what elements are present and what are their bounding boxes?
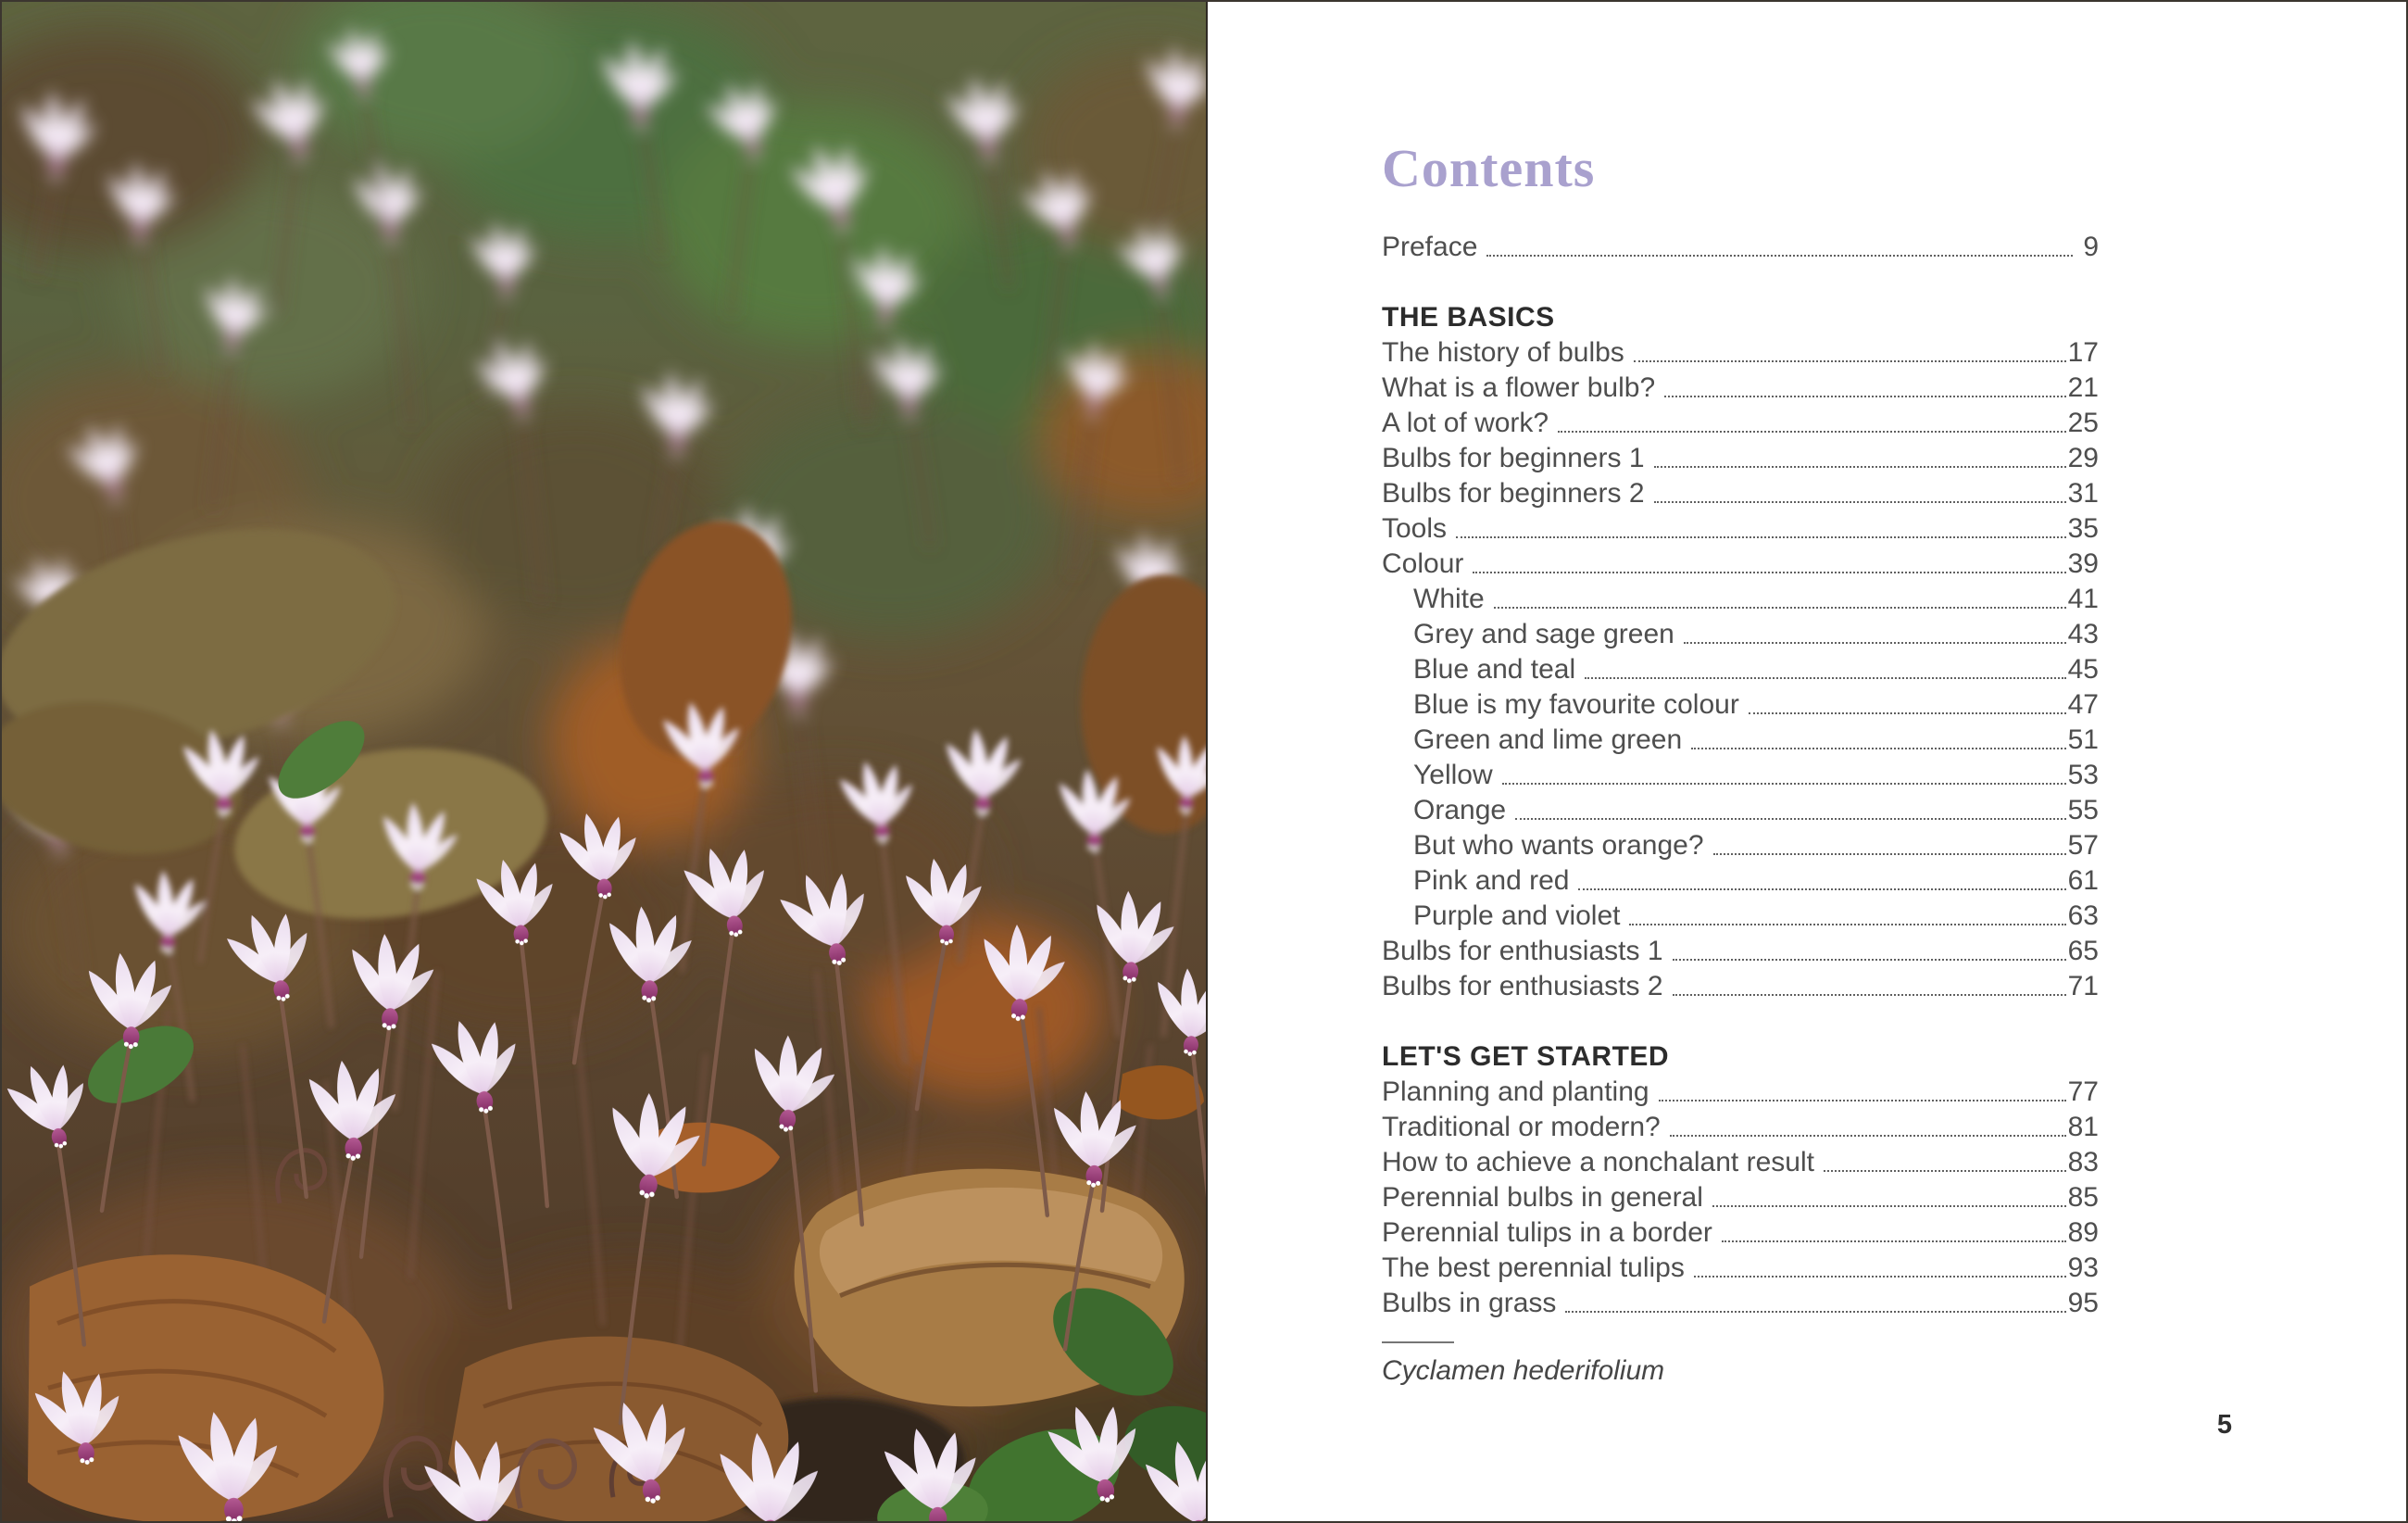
photo-page [2, 2, 1208, 1521]
dot-leader [1634, 360, 2066, 362]
entry-page-number: 17 [2067, 337, 2099, 368]
entry-page-number: 83 [2067, 1147, 2099, 1177]
dot-leader [1694, 1276, 2066, 1278]
entry-label: The history of bulbs [1382, 337, 1624, 368]
toc-entry [1382, 969, 2099, 1004]
toc-section-heading [1382, 300, 2099, 335]
page-number: 5 [2216, 1410, 2233, 1440]
toc-entry [1382, 335, 2099, 371]
entry-page-number: 9 [2083, 232, 2099, 262]
entry-label: Preface [1382, 232, 1478, 262]
entry-label: Perennial bulbs in general [1382, 1182, 1703, 1213]
entry-page-number: 53 [2067, 760, 2099, 790]
entry-label: Blue and teal [1413, 654, 1576, 685]
toc-entry [1382, 476, 2099, 511]
entry-page-number: 45 [2067, 654, 2099, 685]
toc-entry [1382, 406, 2099, 441]
toc-entry [1382, 441, 2099, 476]
entry-label: Perennial tulips in a border [1382, 1217, 1712, 1248]
toc-entry [1382, 863, 2099, 899]
page-title: Contents [1382, 138, 1596, 198]
toc-entry [1382, 1286, 2099, 1321]
dot-leader [1673, 959, 2066, 961]
dot-leader [1824, 1170, 2066, 1172]
entry-label: How to achieve a nonchalant result [1382, 1147, 1814, 1177]
entry-page-number: 61 [2067, 865, 2099, 896]
entry-label: Colour [1382, 548, 1464, 579]
toc-entry [1382, 828, 2099, 863]
toc-entry [1382, 617, 2099, 652]
entry-page-number: 89 [2067, 1217, 2099, 1248]
entry-page-number: 63 [2067, 900, 2099, 931]
entry-page-number: 77 [2067, 1076, 2099, 1107]
entry-page-number: 41 [2067, 584, 2099, 614]
dot-leader [1565, 1311, 2065, 1313]
entry-label: Traditional or modern? [1382, 1112, 1661, 1142]
toc-entry [1382, 652, 2099, 687]
toc-entry [1382, 899, 2099, 934]
entry-page-number: 39 [2067, 548, 2099, 579]
entry-label: The best perennial tulips [1382, 1252, 1685, 1283]
dot-leader [1629, 924, 2065, 925]
toc-entry [1382, 934, 2099, 969]
toc-entry [1382, 371, 2099, 406]
dot-leader [1691, 748, 2065, 749]
toc-entry [1382, 1145, 2099, 1180]
section-heading-label: THE BASICS [1382, 302, 1555, 333]
entry-page-number: 31 [2067, 478, 2099, 509]
entry-label: Grey and sage green [1413, 619, 1674, 649]
entry-label: Pink and red [1413, 865, 1570, 896]
entry-label: A lot of work? [1382, 408, 1549, 438]
entry-label: Orange [1413, 795, 1507, 825]
dot-leader [1749, 712, 2066, 714]
entry-page-number: 55 [2067, 795, 2099, 825]
entry-page-number: 25 [2067, 408, 2099, 438]
toc-entry [1382, 758, 2099, 793]
toc-entry [1382, 1180, 2099, 1215]
entry-page-number: 29 [2067, 443, 2099, 473]
section-heading-label: LET'S GET STARTED [1382, 1041, 1670, 1072]
dot-leader [1502, 783, 2066, 785]
dot-leader [1664, 396, 2065, 397]
dot-leader [1670, 1135, 2066, 1137]
toc-gap [1382, 265, 2099, 300]
entry-page-number: 95 [2067, 1288, 2099, 1318]
dot-leader [1515, 818, 2066, 820]
entry-label: But who wants orange? [1413, 830, 1704, 861]
entry-label: Purple and violet [1413, 900, 1621, 931]
dot-leader [1486, 255, 2073, 257]
entry-label: Bulbs for enthusiasts 2 [1382, 971, 1663, 1001]
toc-entry [1382, 1251, 2099, 1286]
toc-entry [1382, 230, 2099, 265]
entry-label: Bulbs for beginners 1 [1382, 443, 1645, 473]
toc-entry [1382, 582, 2099, 617]
toc-entry [1382, 511, 2099, 547]
toc-entry [1382, 547, 2099, 582]
dot-leader [1558, 431, 2066, 433]
entry-label: Bulbs in grass [1382, 1288, 1557, 1318]
entry-page-number: 47 [2067, 689, 2099, 720]
dot-leader [1494, 607, 2066, 609]
dot-leader [1585, 677, 2065, 679]
cyclamen-photo [2, 2, 1206, 1521]
photo-caption: Cyclamen hederifolium [1382, 1355, 1665, 1386]
toc-entry [1382, 1075, 2099, 1110]
dot-leader [1654, 501, 2066, 503]
toc-gap [1382, 1004, 2099, 1039]
caption-divider [1382, 1341, 1454, 1343]
entry-label: What is a flower bulb? [1382, 372, 1656, 403]
dot-leader [1673, 994, 2066, 996]
entry-label: Bulbs for beginners 2 [1382, 478, 1645, 509]
entry-label: Tools [1382, 513, 1448, 544]
dot-leader [1712, 1205, 2066, 1207]
entry-label: White [1413, 584, 1485, 614]
entry-page-number: 35 [2067, 513, 2099, 544]
dot-leader [1578, 888, 2065, 890]
entry-page-number: 71 [2067, 971, 2099, 1001]
toc-rows [1382, 230, 2099, 1321]
toc-entry [1382, 723, 2099, 758]
entry-page-number: 43 [2067, 619, 2099, 649]
toc-entry [1382, 793, 2099, 828]
dot-leader [1684, 642, 2066, 644]
entry-page-number: 93 [2067, 1252, 2099, 1283]
dot-leader [1722, 1240, 2066, 1242]
dot-leader [1456, 536, 2066, 538]
entry-page-number: 57 [2067, 830, 2099, 861]
entry-label: Green and lime green [1413, 724, 1683, 755]
entry-label: Bulbs for enthusiasts 1 [1382, 936, 1663, 966]
entry-page-number: 21 [2067, 372, 2099, 403]
toc-entry [1382, 1215, 2099, 1251]
dot-leader [1473, 572, 2065, 573]
entry-page-number: 85 [2067, 1182, 2099, 1213]
entry-label: Blue is my favourite colour [1413, 689, 1739, 720]
dot-leader [1654, 466, 2066, 468]
toc-entry [1382, 687, 2099, 723]
entry-page-number: 51 [2067, 724, 2099, 755]
dot-leader [1659, 1100, 2066, 1101]
table-of-contents [1382, 138, 2099, 1388]
entry-page-number: 65 [2067, 936, 2099, 966]
toc-section-heading [1382, 1039, 2099, 1075]
entry-page-number: 81 [2067, 1112, 2099, 1142]
entry-label: Planning and planting [1382, 1076, 1649, 1107]
contents-page [1208, 2, 2406, 1521]
toc-entry [1382, 1110, 2099, 1145]
entry-label: Yellow [1413, 760, 1493, 790]
dot-leader [1713, 853, 2066, 855]
